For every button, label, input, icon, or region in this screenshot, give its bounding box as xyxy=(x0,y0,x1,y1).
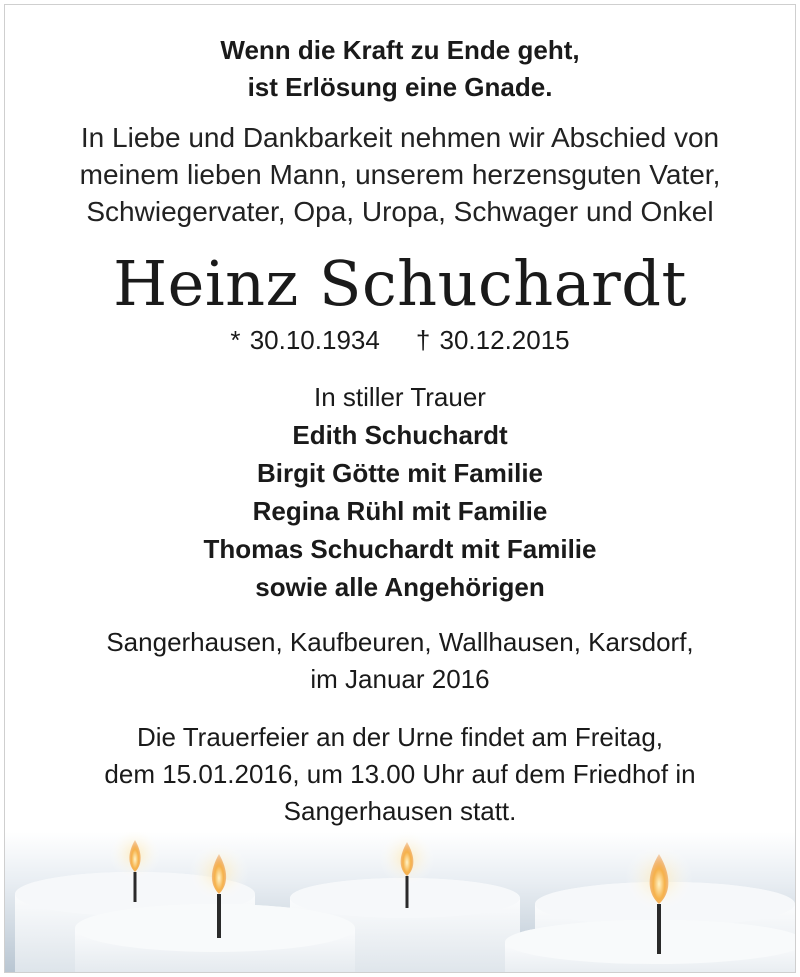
mourner: sowie alle Angehörigen xyxy=(255,572,545,602)
birth-date: * 30.10.1934 xyxy=(230,325,380,355)
intro-text xyxy=(0,119,800,230)
place-line: im Januar 2016 xyxy=(310,664,490,694)
motto-line: ist Erlösung eine Gnade. xyxy=(247,72,553,102)
place-line: Sangerhausen, Kaufbeuren, Wallhausen, Karsdorf, xyxy=(106,627,694,657)
motto-line: Wenn die Kraft zu Ende geht, xyxy=(220,35,580,65)
intro-line: Schwiegervater, Opa, Uropa, Schwager und Onkel xyxy=(86,196,714,227)
mourners-list xyxy=(0,416,800,606)
mourner: Regina Rühl mit Familie xyxy=(252,496,548,526)
candles-image xyxy=(5,832,795,972)
mourner: Thomas Schuchardt mit Familie xyxy=(203,534,597,564)
service-line: Sangerhausen statt. xyxy=(283,796,517,826)
service-line: dem 15.01.2016, um 13.00 Uhr auf dem Friedhof in xyxy=(104,759,696,789)
intro-line: meinem lieben Mann, unserem herzensguten Vater, xyxy=(79,159,721,190)
life-dates xyxy=(0,322,800,358)
service-line: Die Trauerfeier an der Urne findet am Freitag, xyxy=(136,722,664,752)
funeral-service-info xyxy=(0,719,800,830)
place-date xyxy=(0,624,800,698)
intro-line: In Liebe und Dankbarkeit nehmen wir Abschied von xyxy=(80,122,720,153)
motto xyxy=(0,32,800,106)
grief-label: In stiller Trauer xyxy=(314,382,486,412)
candle-shape xyxy=(75,904,355,972)
death-date: † 30.12.2015 xyxy=(415,325,570,355)
mourner: Birgit Götte mit Familie xyxy=(256,458,544,488)
deceased-name: Heinz Schuchardt xyxy=(113,247,687,320)
mourner: Edith Schuchardt xyxy=(292,420,508,450)
candle-shape xyxy=(505,920,795,972)
